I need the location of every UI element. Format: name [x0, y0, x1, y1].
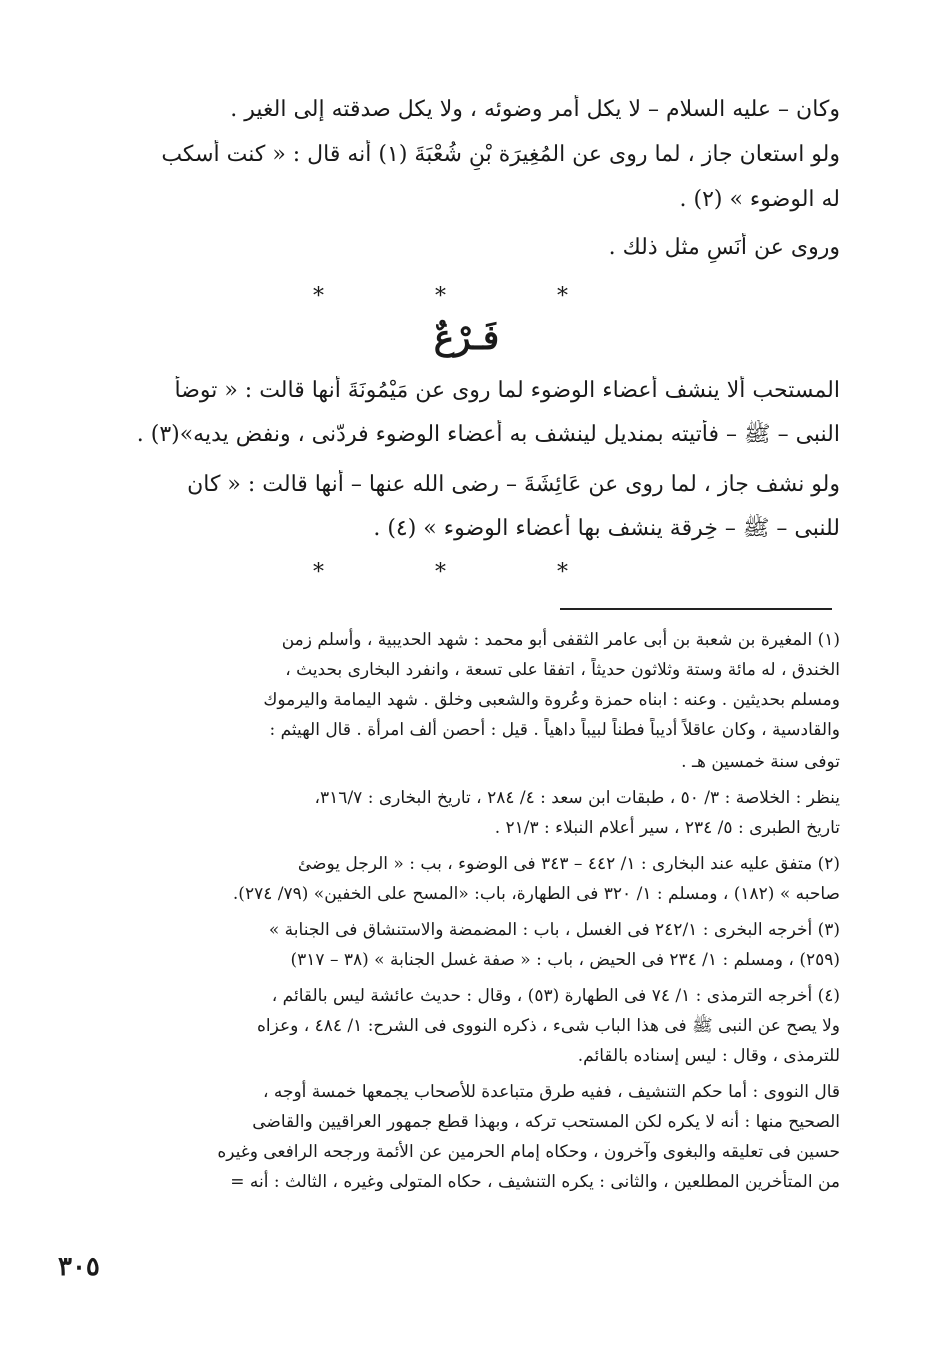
footnote-line: الصحيح منها : أنه لا يكره لكن المستحب تركه ، وبهذا قطع جمهور العراقيين والقاضى — [252, 1112, 840, 1132]
body-line: وكان – عليه السلام – لا يكل أمر وضوئه ، ولا يكل صدقته إلى الغير . — [230, 97, 840, 122]
body-line: ولو استعان جاز ، لما روى عن المُغِيرَة بْنِ شُعْبَةَ (١) أنه قال : « كنت أسكب — [161, 142, 840, 167]
body-line: المستحب ألا ينشف أعضاء الوضوء لما روى عن مَيْمُونَةَ أنها قالت : « توضأ — [174, 378, 840, 403]
page-number: ٣٠٥ — [58, 1252, 100, 1282]
footnote-line: ينظر : الخلاصة : ٣/ ٥٠ ، طبقات ابن سعد : ٤/ ٢٨٤ ، تاريخ البخارى : ٣١٦/٧، — [314, 788, 840, 808]
body-line: النبى – ﷺ – فأتيته بمنديل لينشف به أعضاء الوضوء فردّنى ، ونفض يديه»(٣) . — [136, 422, 840, 447]
footnote-line: توفى سنة خمسين هـ . — [681, 752, 840, 772]
section-separator: * * * — [313, 284, 620, 309]
section-separator: * * * — [313, 560, 620, 585]
body-line: له الوضوء » (٢) . — [679, 187, 840, 212]
body-line: للنبى – ﷺ – خِرقة ينشف بها أعضاء الوضوء » (٤) . — [373, 516, 840, 541]
section-heading: فَـرْعٌ — [433, 318, 500, 358]
footnote-line: (٣) أخرجه البخرى : ٢٤٢/١ فى الغسل ، باب : المضمضة والاستنشاق فى الجنابة » — [268, 920, 840, 940]
body-line: ولو نشف جاز ، لما روى عن عَائِشَةَ – رضى الله عنها – أنها قالت : « كان — [187, 472, 840, 497]
body-line: وروى عن أَنَسٍ مثل ذلك . — [608, 235, 840, 260]
footnote-line: الخندق ، له مائة وستة وثلاثون حديثاً ، اتفقا على تسعة ، وانفرد البخارى بحديث ، — [285, 660, 840, 680]
footnote-line: (٢٥٩) ، ومسلم : ١/ ٢٣٤ فى الحيض ، باب : « صفة غسل الجنابة » (٣٨ – ٣١٧) — [290, 950, 840, 970]
footnote-line: والقادسية ، وكان عاقلاً أديباً فطناً لبيباً داهياً . قيل : أحصن ألف امرأة . قال الهيثم : — [269, 720, 840, 740]
footnote-line: تاريخ الطبرى : ٥/ ٢٣٤ ، سير أعلام النبلاء : ٢١/٣ . — [494, 818, 840, 838]
footnote-line: (١) المغيرة بن شعبة بن أبى عامر الثقفى أبو محمد : شهد الحديبية ، وأسلم زمن — [281, 630, 840, 650]
footnote-line: صاحبه » (١٨٢) ، ومسلم : ١/ ٣٢٠ فى الطهارة، باب: «المسح على الخفين» (٧٩/ ٢٧٤). — [232, 884, 840, 904]
footnote-divider — [560, 608, 832, 610]
footnote-line: (٤) أخرجه الترمذى : ١/ ٧٤ فى الطهارة (٥٣) ، وقال : حديث عائشة ليس بالقائم ، — [271, 986, 840, 1006]
footnote-line: ولا يصح عن النبى ﷺ فى هذا الباب شىء ، ذكره النووى فى الشرح: ١/ ٤٨٤ ، وعزاه — [256, 1016, 840, 1036]
footnote-line: (٢) متفق عليه عند البخارى : ١/ ٤٤٢ – ٣٤٣ فى الوضوء ، بب : « الرجل يوضئ — [297, 854, 840, 874]
footnote-line: حسين فى تعليقه والبغوى وآخرون ، وحكاه إمام الحرمين عن الأئمة ورجحه الرافعى وغيره — [217, 1142, 840, 1162]
footnote-line: للترمذى ، وقال : ليس إسناده بالقائم. — [577, 1046, 840, 1066]
footnote-line: ومسلم بحديثين . وعنه : ابناه حمزة وعُروة والشعبى وخلق . شهد اليمامة واليرموك — [263, 690, 840, 710]
footnote-line: من المتأخرين المطلعين ، والثانى : يكره التنشيف ، حكاه المتولى وغيره ، الثالث : أنه = — [230, 1172, 840, 1192]
footnote-line: قال النووى : أما حكم التنشيف ، ففيه طرق متباعدة للأصحاب يجمعها خمسة أوجه ، — [262, 1082, 840, 1102]
